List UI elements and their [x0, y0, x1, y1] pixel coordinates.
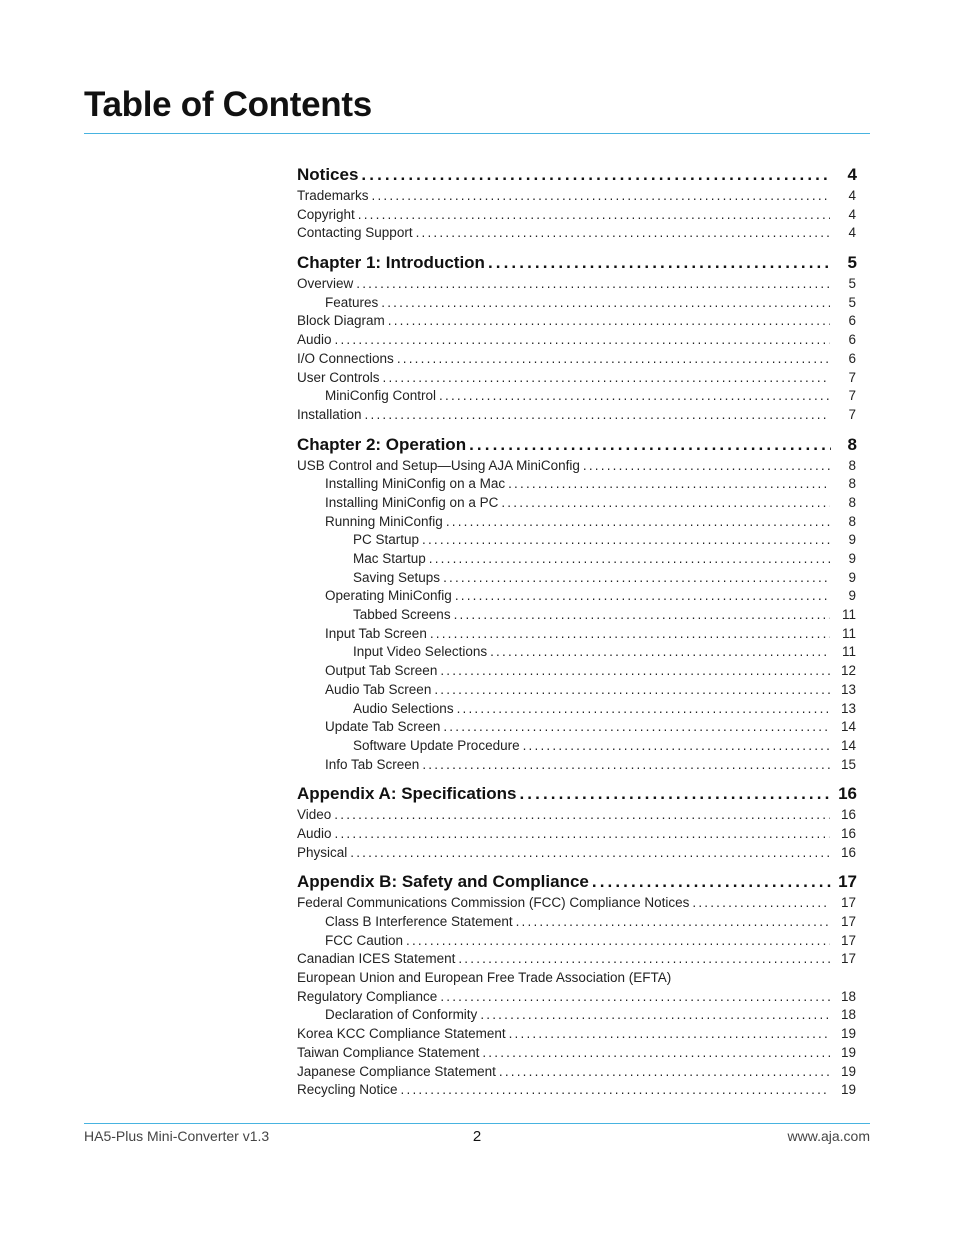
toc-entry-label: Installing MiniConfig on a Mac [325, 476, 506, 492]
toc-entry[interactable] [297, 531, 857, 550]
toc-entry-label: Regulatory Compliance [297, 988, 438, 1004]
dot-leader [397, 350, 830, 369]
dot-leader [508, 475, 830, 494]
toc-entry-label: Saving Setups [353, 569, 441, 585]
dot-leader [365, 406, 830, 425]
toc-heading-label: Appendix A: Specifications [297, 784, 517, 804]
toc-entry[interactable] [297, 387, 857, 406]
toc-entry[interactable] [297, 1063, 857, 1082]
title-divider [84, 133, 870, 134]
dot-leader [519, 782, 831, 806]
toc-entry-page: 4 [848, 225, 856, 241]
toc-entry[interactable] [297, 569, 857, 588]
dot-leader [458, 950, 830, 969]
toc-entry[interactable] [297, 756, 857, 775]
toc-entry-label: Mac Startup [353, 551, 426, 566]
toc-entry-label: Info Tab Screen [325, 756, 420, 772]
dot-leader [480, 1006, 830, 1025]
dot-leader [439, 387, 830, 406]
dot-leader [356, 275, 830, 294]
dot-leader [443, 718, 830, 737]
toc-entry[interactable] [297, 224, 857, 243]
toc-entry-page: 19 [840, 1082, 856, 1098]
toc-heading-label: Notices [297, 165, 359, 184]
toc-entry-label: PC Startup [353, 532, 420, 548]
toc-heading-label: Chapter 2: Operation [297, 434, 467, 454]
dot-leader [335, 825, 830, 844]
toc-entry-label: Canadian ICES Statement [297, 951, 456, 967]
toc-heading-label: Appendix B: Safety and Compliance [297, 872, 589, 892]
toc-entry-label: Output Tab Screen [325, 663, 438, 679]
dot-leader [488, 251, 831, 275]
dot-leader [381, 294, 830, 313]
toc-entry-label: Physical [297, 844, 348, 860]
toc-entry-page: 8 [848, 457, 856, 473]
toc-entry[interactable] [297, 844, 857, 863]
dot-leader [429, 550, 830, 569]
toc-entry-page: 8 [848, 494, 856, 510]
toc-entry[interactable] [297, 737, 857, 756]
toc-entry-label: Input Video Selections [353, 644, 488, 660]
toc-entry-label: Recycling Notice [297, 1082, 398, 1098]
toc-entry[interactable] [297, 718, 857, 737]
toc-heading-page: 16 [838, 784, 857, 804]
toc-entry-page: 19 [840, 1026, 856, 1042]
toc-entry-label: Copyright [297, 206, 355, 222]
dot-leader [490, 643, 830, 662]
dot-leader [335, 331, 830, 350]
dot-leader [592, 870, 831, 894]
toc-entry-page: 18 [840, 1007, 856, 1023]
dot-leader [692, 894, 830, 913]
toc-entry-page: 4 [848, 188, 856, 203]
dot-leader [430, 625, 830, 644]
toc-entry[interactable] [297, 369, 857, 388]
toc-entry-label: Trademarks [297, 188, 369, 203]
toc-heading-label: Chapter 1: Introduction [297, 253, 485, 273]
footer-divider [84, 1123, 870, 1124]
toc-entry-label: Korea KCC Compliance Statement [297, 1026, 506, 1042]
toc-entry-page: 12 [840, 663, 856, 679]
toc-entry-page: 16 [840, 825, 856, 841]
toc-entry[interactable] [297, 275, 857, 294]
dot-leader [372, 187, 830, 206]
page-title: Table of Contents [84, 85, 372, 124]
toc-entry-page: 19 [840, 1044, 856, 1060]
toc-heading[interactable] [297, 870, 857, 894]
toc-entry-page: 8 [848, 476, 856, 492]
dot-leader [440, 662, 830, 681]
toc-entry-label: Audio [297, 825, 332, 841]
dot-leader [482, 1044, 830, 1063]
toc-entry-page: 13 [840, 700, 856, 716]
toc-entry-page: 17 [840, 895, 856, 911]
toc-entry[interactable] [297, 406, 857, 425]
toc-entry[interactable] [297, 932, 857, 951]
toc-entry-label: Features [325, 294, 379, 310]
toc-entry[interactable] [297, 643, 857, 662]
dot-leader [499, 1063, 830, 1082]
toc-entry-label: Software Update Procedure [353, 737, 520, 753]
toc-entry[interactable] [297, 587, 857, 606]
dot-leader [501, 494, 830, 513]
footer-page-number: 2 [472, 1128, 482, 1145]
toc-entry-label: Audio [297, 332, 332, 348]
dot-leader [443, 569, 830, 588]
toc-heading-page: 8 [847, 434, 857, 454]
toc-entry-label: Class B Interference Statement [325, 914, 513, 929]
toc-entry-page: 6 [848, 350, 856, 366]
dot-leader [446, 513, 830, 532]
toc-entry[interactable] [297, 606, 857, 625]
toc-entry[interactable] [297, 988, 857, 1007]
toc-heading-page: 4 [847, 165, 857, 184]
toc-entry[interactable] [297, 681, 857, 700]
toc-entry-label: Installing MiniConfig on a PC [325, 494, 499, 510]
toc-entry-page: 16 [840, 807, 856, 823]
toc-entry-label: Audio Selections [353, 700, 454, 716]
dot-leader [401, 1081, 830, 1100]
toc-entry-label: Audio Tab Screen [325, 681, 432, 697]
toc-entry-label: Video [297, 807, 332, 823]
dot-leader [422, 756, 830, 775]
dot-leader [422, 531, 830, 550]
toc-entry-page: 16 [840, 844, 856, 860]
toc-entry-label: Tabbed Screens [353, 607, 451, 623]
dot-leader [583, 457, 830, 476]
toc-entry-page: 6 [848, 313, 856, 329]
toc-entry-label: Update Tab Screen [325, 719, 441, 735]
toc-entry[interactable] [297, 494, 857, 513]
toc-entry-label: Overview [297, 276, 354, 292]
dot-leader [416, 224, 830, 243]
dot-leader [406, 932, 830, 951]
toc-entry-page: 15 [840, 756, 856, 772]
toc-entry-label: MiniConfig Control [325, 388, 437, 404]
toc-heading[interactable] [297, 782, 857, 806]
toc-entry[interactable] [297, 312, 857, 331]
dot-leader [334, 806, 830, 825]
dot-leader [361, 163, 831, 187]
toc-entry[interactable] [297, 894, 857, 913]
toc-entry[interactable] [297, 550, 857, 569]
toc-entry-page: 17 [840, 951, 856, 967]
toc-entry[interactable] [297, 969, 857, 988]
toc-entry-page: 11 [841, 607, 856, 623]
toc-entry[interactable] [297, 700, 857, 719]
toc-heading-page: 17 [838, 872, 857, 892]
toc-entry-label: Japanese Compliance Statement [297, 1063, 496, 1079]
toc-entry[interactable] [297, 331, 857, 350]
dot-leader [358, 206, 830, 225]
table-of-contents [297, 163, 857, 1108]
toc-entry-page: 18 [840, 988, 856, 1004]
dot-leader [516, 913, 830, 932]
toc-entry-page: 9 [848, 532, 856, 548]
toc-entry[interactable] [297, 350, 857, 369]
dot-leader [509, 1025, 830, 1044]
toc-entry-page: 8 [848, 513, 856, 529]
toc-section [297, 433, 857, 775]
toc-entry-label: Declaration of Conformity [325, 1007, 478, 1023]
toc-entry[interactable] [297, 1044, 857, 1063]
footer-document-title: HA5-Plus Mini-Converter v1.3 [84, 1128, 270, 1144]
toc-entry-label: European Union and European Free Trade Association (EFTA) [297, 970, 672, 986]
toc-entry-page: 19 [840, 1063, 856, 1079]
dot-leader [383, 369, 830, 388]
toc-heading-page: 5 [847, 253, 857, 273]
toc-entry-label: USB Control and Setup—Using AJA MiniConfig [297, 457, 580, 473]
toc-entry-page: 14 [840, 719, 856, 735]
toc-entry[interactable] [297, 206, 857, 225]
toc-entry-label: Installation [297, 406, 362, 422]
toc-entry-page: 6 [848, 332, 856, 348]
toc-entry-page: 17 [840, 914, 856, 929]
toc-entry-page: 9 [848, 588, 856, 604]
toc-entry[interactable] [297, 950, 857, 969]
toc-entry-label: Block Diagram [297, 313, 385, 329]
toc-entry[interactable] [297, 475, 857, 494]
dot-leader [434, 681, 830, 700]
toc-heading[interactable] [297, 251, 857, 275]
toc-heading[interactable] [297, 163, 857, 187]
dot-leader [350, 844, 830, 863]
toc-entry[interactable] [297, 1025, 857, 1044]
dot-leader [388, 312, 830, 331]
toc-entry[interactable] [297, 1006, 857, 1025]
toc-entry-label: Taiwan Compliance Statement [297, 1044, 480, 1060]
toc-entry-page: 11 [841, 625, 856, 641]
toc-entry-page: 9 [848, 569, 856, 585]
dot-leader [523, 737, 830, 756]
dot-leader [440, 988, 830, 1007]
toc-entry-label: Input Tab Screen [325, 625, 427, 641]
dot-leader [469, 433, 831, 457]
toc-entry-page: 7 [848, 406, 856, 422]
toc-entry[interactable] [297, 187, 857, 206]
toc-section [297, 163, 857, 243]
toc-entry-label: Running MiniConfig [325, 513, 443, 529]
toc-entry-page: 4 [848, 206, 856, 222]
toc-entry[interactable] [297, 513, 857, 532]
toc-heading[interactable] [297, 433, 857, 457]
toc-entry-page: 7 [848, 388, 856, 404]
dot-leader [454, 606, 830, 625]
toc-entry-label: I/O Connections [297, 350, 394, 366]
toc-entry[interactable] [297, 825, 857, 844]
toc-entry[interactable] [297, 294, 857, 313]
toc-entry[interactable] [297, 662, 857, 681]
toc-entry-page: 11 [841, 644, 856, 660]
toc-entry-page: 14 [840, 737, 856, 753]
toc-entry[interactable] [297, 457, 857, 476]
toc-entry-page: 17 [840, 932, 856, 948]
toc-entry[interactable] [297, 913, 857, 932]
toc-entry-page: 5 [848, 294, 856, 310]
toc-section [297, 782, 857, 862]
dot-leader [455, 587, 830, 606]
toc-section [297, 870, 857, 1100]
toc-entry-page: 5 [848, 276, 856, 292]
dot-leader [457, 700, 830, 719]
toc-entry[interactable] [297, 625, 857, 644]
toc-entry-page: 13 [840, 681, 856, 697]
toc-entry[interactable] [297, 806, 857, 825]
toc-entry-label: Federal Communications Commission (FCC) Compliance Notices [297, 895, 690, 911]
toc-entry-label: FCC Caution [325, 932, 404, 948]
toc-entry-page: 7 [848, 369, 856, 385]
footer-website-link[interactable]: www.aja.com [787, 1128, 870, 1144]
toc-entry-label: Operating MiniConfig [325, 588, 452, 604]
toc-entry[interactable] [297, 1081, 857, 1100]
toc-entry-label: User Controls [297, 369, 380, 385]
toc-section [297, 251, 857, 425]
toc-entry-page: 9 [848, 551, 856, 566]
toc-entry-label: Contacting Support [297, 225, 413, 241]
